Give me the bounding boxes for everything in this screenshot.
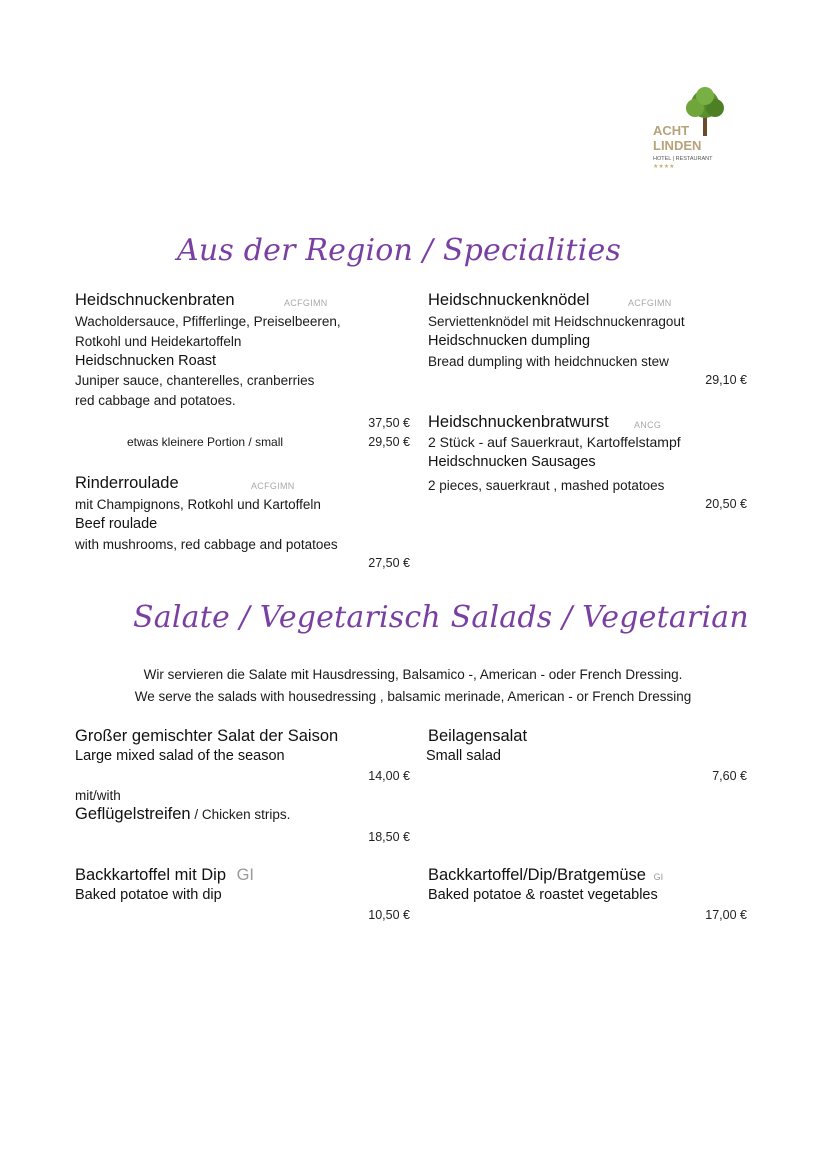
dish-name: Backkartoffel/Dip/Bratgemüse	[428, 866, 646, 884]
dish-english-name: Baked potatoe & roastet vegetables	[428, 887, 658, 903]
dish-name: Heidschnuckenbraten	[75, 291, 235, 309]
logo-line1: ACHT	[653, 123, 690, 138]
dish-description: mit Champignons, Rotkohl und Kartoffeln	[75, 497, 321, 512]
with-label: mit/with	[75, 788, 121, 803]
dish-name: Heidschnuckenbratwurst	[428, 413, 609, 431]
dish-english-name: Baked potatoe with dip	[75, 887, 222, 903]
allergen-codes: ACFGIMN	[628, 298, 672, 308]
logo-stars: ★★★★	[653, 163, 675, 170]
dish-name: Beilagensalat	[428, 727, 528, 745]
dish-english-name: Beef roulade	[75, 516, 158, 532]
allergen-codes: ACFGIMN	[251, 481, 295, 491]
dish-name: Großer gemischter Salat der Saison	[75, 727, 339, 745]
allergen-codes: ACFGIMN	[284, 298, 328, 308]
logo-line2: LINDEN	[653, 138, 702, 153]
dish-description: Wacholdersauce, Pfifferlinge, Preiselbeeren,	[75, 314, 341, 329]
dish-price: 20,50 €	[705, 497, 747, 511]
dish-english-description: Bread dumpling with heidchnucken stew	[428, 354, 669, 369]
dish-english-name: Heidschnucken Sausages	[428, 454, 596, 470]
dish-name: Heidschnuckenknödel	[428, 291, 590, 309]
dish-english-name: Heidschnucken Roast	[75, 353, 217, 369]
dish-english-description: 2 pieces, sauerkraut , mashed potatoes	[428, 478, 665, 493]
dish-price: 27,50 €	[368, 556, 410, 570]
dish-english-name: Heidschnucken dumpling	[428, 333, 591, 349]
dish-description: Serviettenknödel mit Heidschnuckenragout	[428, 314, 685, 329]
dish-english-name: Small salad	[426, 748, 501, 764]
dish-english-description: Juniper sauce, chanterelles, cranberries	[75, 373, 315, 388]
dish-price: 29,10 €	[705, 373, 747, 387]
addon-price: 18,50 €	[368, 830, 410, 844]
dish-name-line	[75, 866, 254, 885]
dish-name: Backkartoffel mit Dip	[75, 866, 226, 884]
dish-english-name: Large mixed salad of the season	[75, 748, 285, 764]
restaurant-logo	[651, 86, 731, 176]
small-portion-label: etwas kleinere Portion / small	[127, 435, 284, 449]
dish-name: Rinderroulade	[75, 474, 179, 492]
dish-price: 37,50 €	[368, 416, 410, 430]
allergen-codes: GI	[653, 872, 664, 882]
addon-english: / Chicken strips.	[190, 807, 291, 822]
dish-price: 17,00 €	[705, 908, 747, 922]
section-heading-salads: Salate / Vegetarisch Salads / Vegetarian	[133, 600, 749, 635]
dish-price: 7,60 €	[712, 769, 747, 783]
addon-name: Geflügelstreifen	[75, 805, 191, 823]
salad-intro-german: Wir servieren die Salate mit Hausdressing, Balsamico -, American - oder French Dressing.	[143, 667, 683, 682]
salad-intro-english: We serve the salads with housedressing , balsamic merinade, American - or French Dressing	[134, 689, 692, 704]
tree-icon	[651, 86, 731, 176]
allergen-codes: ANCG	[634, 420, 662, 430]
addon-line	[75, 805, 290, 824]
logo-line3: HOTEL | RESTAURANT	[653, 156, 713, 162]
dish-name-line	[428, 866, 663, 885]
small-portion-price: 29,50 €	[368, 435, 410, 449]
dish-price: 14,00 €	[368, 769, 410, 783]
allergen-codes: GI	[236, 866, 255, 884]
dish-english-description: red cabbage and potatoes.	[75, 393, 236, 408]
section-heading-specialities: Aus der Region / Specialities	[177, 233, 622, 268]
dish-english-description: with mushrooms, red cabbage and potatoes	[75, 537, 338, 552]
dish-description: 2 Stück - auf Sauerkraut, Kartoffelstampf	[428, 434, 681, 450]
dish-description: Rotkohl und Heidekartoffeln	[75, 334, 242, 349]
dish-price: 10,50 €	[368, 908, 410, 922]
